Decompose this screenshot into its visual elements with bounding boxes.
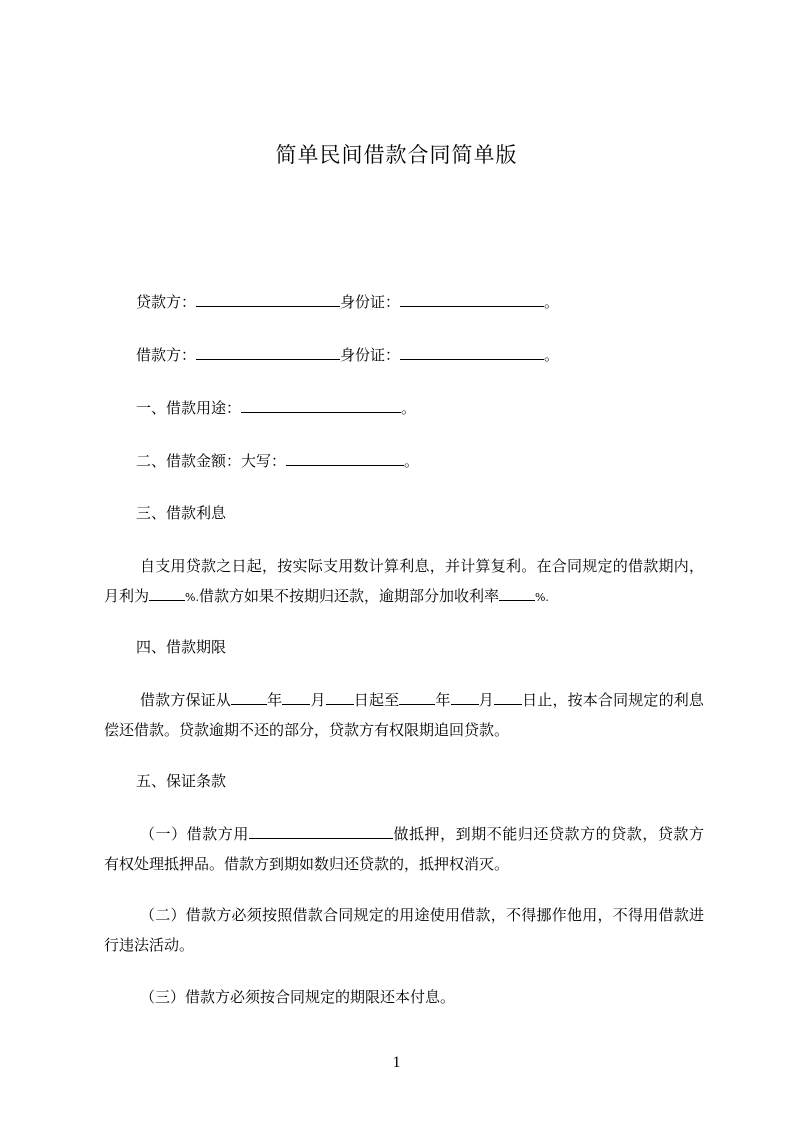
clause4-year-1: 年 — [266, 691, 283, 709]
overdue-rate-blank — [499, 585, 535, 601]
clause4-year-2: 年 — [435, 691, 451, 709]
monthly-rate-blank — [149, 585, 185, 601]
clause5-item3 — [104, 982, 704, 1012]
clause5-item1-a: （一）借款方用 — [140, 825, 249, 843]
clause4-heading: 四、借款期限 — [136, 638, 227, 656]
clause3-body — [104, 551, 704, 613]
document-title: 简单民间借款合同简单版 — [275, 143, 518, 167]
clause3-pct-b: %. — [534, 591, 549, 604]
clause5-item1 — [104, 819, 704, 879]
end-day-blank — [494, 689, 522, 705]
borrower-id-blank — [400, 344, 544, 360]
clause5-heading: 五、保证条款 — [136, 772, 227, 790]
clause5-item1-b: 做抵押，到期不能归还贷款方的贷款，贷款方有权处理抵押品。借款方到期如数归还贷款的，抵押权消灭。 — [104, 825, 704, 873]
clause3-text-b: 借款方如果不按期归还款，逾期部分加收利率 — [198, 587, 499, 605]
start-year-blank — [231, 689, 267, 705]
lender-id-label: 身份证： — [340, 293, 401, 311]
borrower-line — [136, 344, 559, 365]
page-number: 1 — [392, 1054, 401, 1071]
clause4-month-1: 月 — [310, 691, 326, 709]
clause5-item2 — [104, 900, 704, 960]
loan-amount-blank — [286, 450, 404, 466]
clause5-item3-text: （三）借款方必须按合同规定的期限还本付息。 — [140, 988, 456, 1006]
start-month-blank — [282, 689, 310, 705]
clause3-pct-a: %. — [185, 591, 199, 604]
clause4-month-2: 月 — [478, 691, 494, 709]
clause1-line — [136, 397, 416, 418]
clause3-heading: 三、借款利息 — [136, 504, 227, 522]
lender-end: 。 — [544, 293, 560, 311]
clause4-day-to: 日止， — [521, 691, 568, 709]
borrower-label: 借款方： — [136, 346, 197, 364]
clause4-t1: 借款方保证从 — [140, 691, 231, 709]
clause4-body — [104, 685, 704, 745]
lender-label: 贷款方： — [136, 293, 197, 311]
clause4-rest: 按本合同规定的利息偿还借款。贷款逾期不还的部分，贷款方有权限期追回贷款。 — [104, 691, 704, 739]
start-day-blank — [326, 689, 354, 705]
end-month-blank — [451, 689, 479, 705]
clause5-item2-text: （二）借款方必须按照借款合同规定的用途使用借款，不得挪作他用，不得用借款进行违法活动。 — [104, 906, 704, 954]
clause3-text-a: 自支用贷款之日起，按实际支用数计算利息，并计算复利。在合同规定的借款期内，月利为 — [104, 557, 704, 605]
clause4-day-from: 日起至 — [353, 691, 400, 709]
borrower-id-label: 身份证： — [340, 346, 401, 364]
lender-line — [136, 291, 559, 312]
loan-purpose-blank — [241, 397, 401, 413]
clause2-end: 。 — [404, 452, 420, 470]
clause1-end: 。 — [401, 399, 417, 417]
end-year-blank — [399, 689, 435, 705]
collateral-blank — [249, 823, 393, 839]
lender-name-blank — [196, 291, 340, 307]
clause2-label: 二、借款金额：大写： — [136, 452, 287, 470]
lender-id-blank — [400, 291, 544, 307]
clause1-label: 一、借款用途： — [136, 399, 242, 417]
borrower-name-blank — [196, 344, 340, 360]
borrower-end: 。 — [544, 346, 560, 364]
clause2-line — [136, 450, 419, 471]
